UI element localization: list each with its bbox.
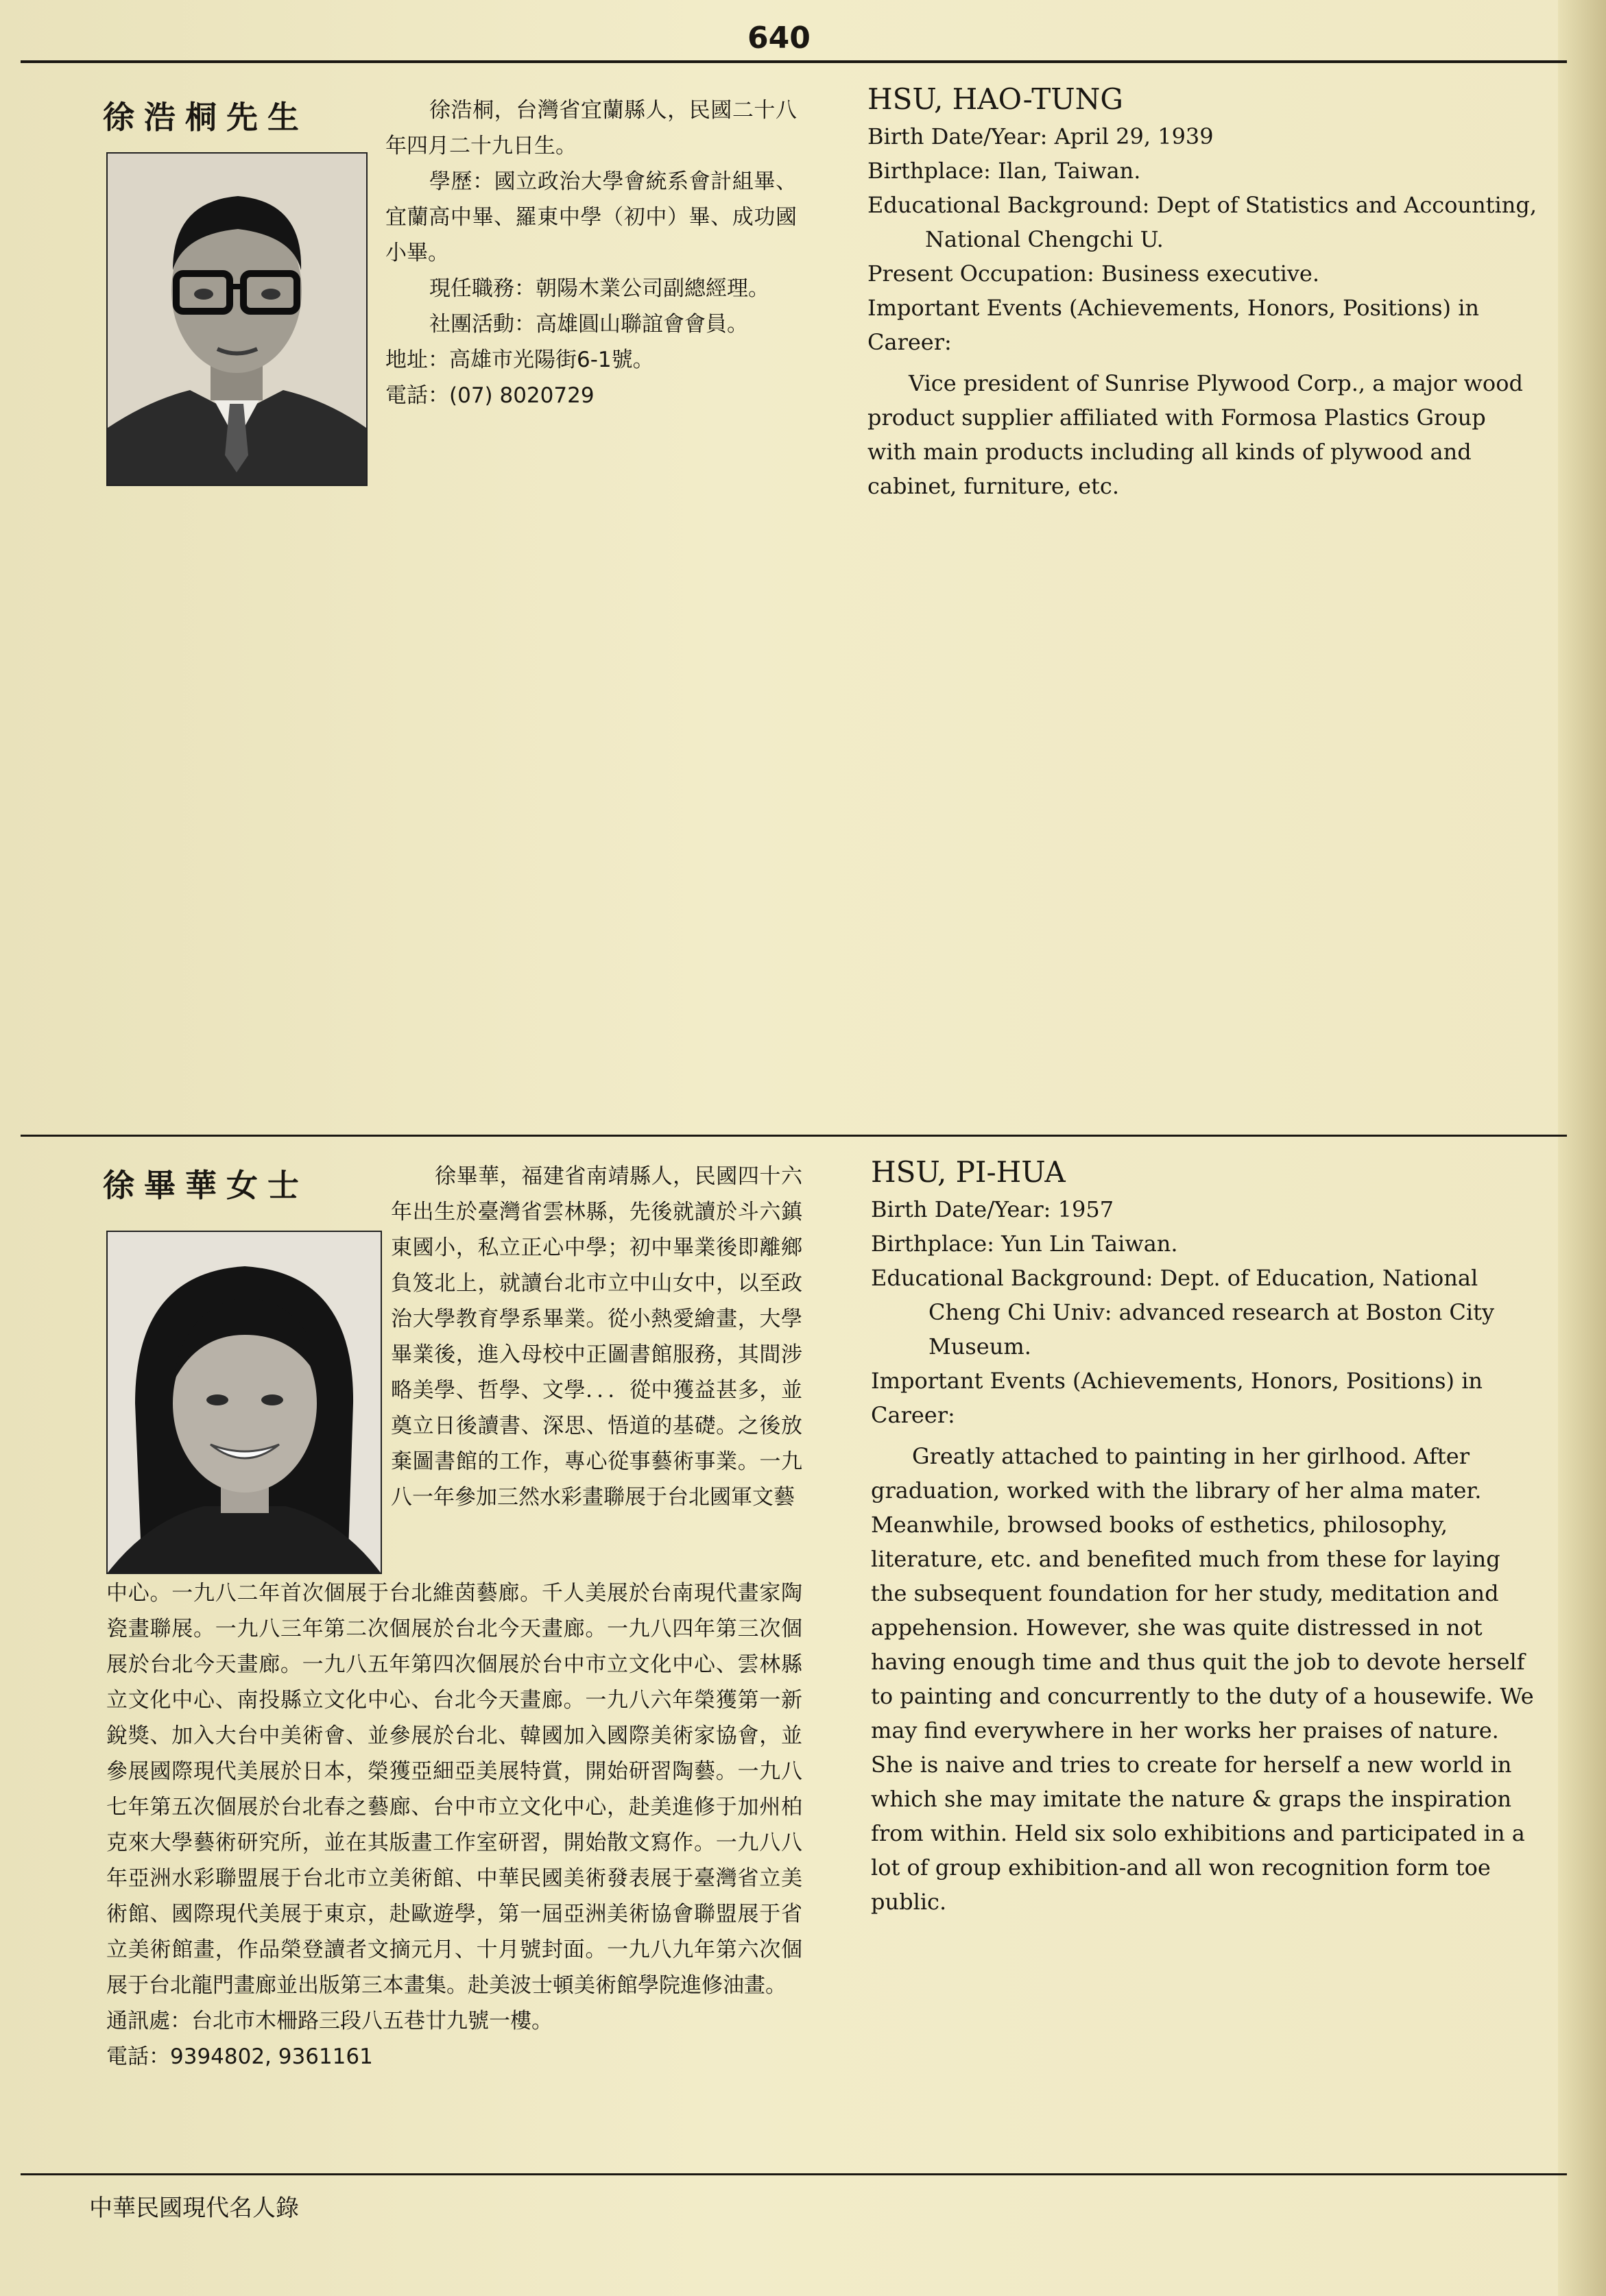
entry-1-bio-zh: [385, 93, 797, 413]
entry-2-bio-top-text: 徐畢華，福建省南靖縣人，民國四十六年出生於臺灣省雲林縣，先後就讀於斗六鎮東國小，私立正心中學；初中畢業後即離鄉負笈北上，就讀台北市立中山女中，以至政治大學教育學系畢業。從小熱愛繪畫，大學畢業後，進入母校中正圖書館服務，其間涉略美學、哲學、文學．．．從中獲益甚多，並奠立日後讀書、深思、悟道的基礎。之後放棄圖書館的工作，專心從事藝術事業。一九八一年參加三然水彩畫聯展于台北國軍文藝: [391, 1164, 802, 1510]
entry-2-birthplace: Birthplace: Yun Lin Taiwan.: [871, 1231, 1178, 1257]
entry-2-education-en: Educational Background: Dept. of Education, National Cheng Chi Univ: advanced research at Boston City Museum.: [871, 1265, 1495, 1360]
entry-1-activities-zh: 社團活動：高雄圓山聯誼會會員。: [429, 312, 748, 337]
entry-1-phone-zh: 電話：(07) 8020729: [385, 383, 595, 408]
entry-2-birth-date: Birth Date/Year: 1957: [871, 1196, 1114, 1222]
entry-1-portrait-photo: [106, 152, 368, 486]
entry-1-events-label: Important Events (Achievements, Honors, Positions) in Career:: [867, 295, 1480, 355]
entry-2-bio-bottom-text: 中心。一九八二年首次個展于台北維茵藝廊。千人美展於台南現代畫家陶瓷畫聯展。一九八三年第二次個展於台北今天畫廊。一九八四年第三次個展於台北今天畫廊。一九八五年第四次個展於台中市立文化中心、雲林縣立文化中心、南投縣立文化中心、台北今天畫廊。一九八六年榮獲第一新銳獎、加入大台中美術會、並參展於台北、韓國加入國際美術家協會，並參展國際現代美展於日本，榮獲亞細亞美展特賞，開始研習陶藝。一九八七年第五次個展於台北春之藝廊、台中市立文化中心，赴美進修于加州柏克來大學藝術研究所，並在其版畫工作室研習，開始散文寫作。一九八八年亞洲水彩聯盟展于台北市立美術館、中華民國美術發表展于臺灣省立美術館、國際現代美展于東京，赴歐遊學，第一屆亞洲美術協會聯盟展于省立美術館畫，作品榮登讀者文摘元月、十月號封面。一九八九年第六次個展于台北龍門畫廊並出版第三本畫集。赴美波士頓美術館學院進修油畫。: [106, 1581, 802, 1998]
entry-1-birth-date: Birth Date/Year: April 29, 1939: [867, 123, 1214, 149]
book-gutter: [1558, 0, 1606, 2296]
entry-1-birthplace: Birthplace: Ilan, Taiwan.: [867, 158, 1141, 184]
bottom-rule: [21, 2173, 1567, 2175]
entry-2-bio-en: [871, 1155, 1539, 1919]
entry-1-education-zh: 學歷：國立政治大學會統系會計組畢、宜蘭高中畢、羅東中學（初中）畢、成功國小畢。: [385, 169, 797, 265]
entry-1-events-text: Vice president of Sunrise Plywood Corp., a major wood product supplier affiliated with Formosa Plastics Group with main products including all kinds of plywood and cabinet, furniture, etc.: [867, 370, 1523, 499]
entry-1-bio-en: [867, 82, 1539, 503]
entry-1-occupation-zh: 現任職務：朝陽木業公司副總經理。: [429, 276, 769, 301]
entry-2-events-label: Important Events (Achievements, Honors, Positions) in Career:: [871, 1368, 1483, 1428]
entry-1-occupation-en: Present Occupation: Business executive.: [867, 261, 1320, 287]
entry-1-name-zh: 徐浩桐先生: [103, 99, 309, 136]
man-portrait-icon: [108, 154, 366, 485]
entry-2-bio-zh-bottom: [106, 1575, 802, 2075]
entry-2-address-zh: 通訊處：台北市木柵路三段八五巷廿九號一樓。: [106, 2009, 553, 2033]
woman-portrait-icon: [108, 1232, 381, 1573]
entry-2-portrait-photo: [106, 1231, 382, 1574]
entry-1-name-en: HSU, HAO-TUNG: [867, 82, 1123, 116]
top-rule: [21, 60, 1567, 63]
entry-2-bio-zh-top: [391, 1159, 802, 1515]
entry-1-address-zh: 地址：高雄市光陽街6-1號。: [385, 348, 654, 372]
footer-book-title: 中華民國現代名人錄: [89, 2195, 299, 2222]
entry-2-events-text: Greatly attached to painting in her girlhood. After graduation, worked with the library of her alma mater. Meanwhile, browsed books of esthetics, philosophy, literature, etc. and benefited much from these for laying the subsequent foundation for her study, meditation and appehension. However, she was quite distressed in not having enough time and thus quit the job to devote herself to painting and concurrently to the duty of a housewife. We may find everywhere in her works her praises of nature. She is naive and tries to create for herself a new world in which she may imitate the nature & graps the inspiration from within. Held six solo exhibitions and participated in a lot of group exhibition-and all won recognition form toe public.: [871, 1443, 1534, 1915]
entry-1-bio-line: 徐浩桐，台灣省宜蘭縣人，民國二十八年四月二十九日生。: [385, 98, 797, 158]
entry-2-phone-zh: 電話：9394802, 9361161: [106, 2044, 373, 2069]
entry-divider-rule: [21, 1135, 1567, 1137]
entry-1-education-en: Educational Background: Dept of Statistics and Accounting, National Chengchi U.: [867, 192, 1537, 252]
page-number: 640: [747, 21, 811, 56]
entry-2-name-zh: 徐畢華女士: [103, 1167, 309, 1204]
entry-2-name-en: HSU, PI-HUA: [871, 1155, 1066, 1189]
